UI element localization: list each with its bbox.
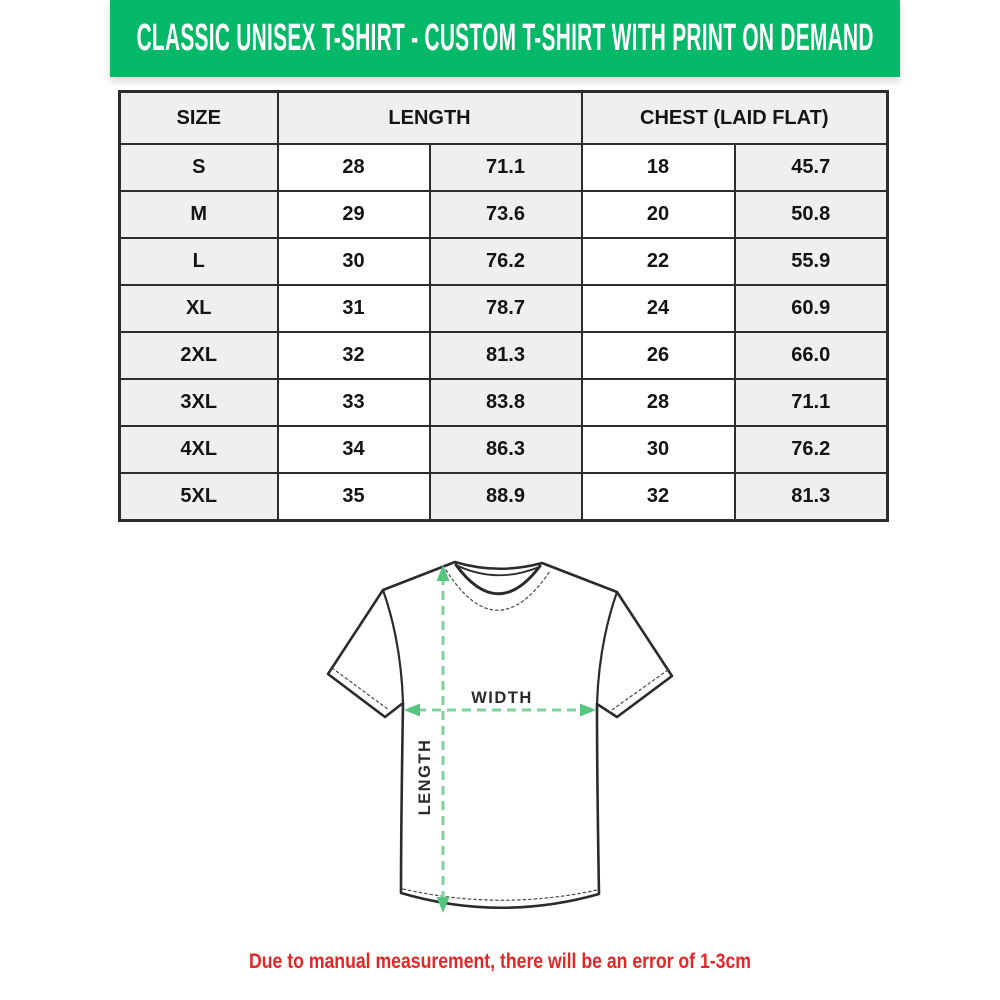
chest-in-cell: 18: [582, 144, 735, 191]
length-in-cell: 32: [278, 332, 430, 379]
size-cell: 4XL: [120, 426, 278, 473]
size-table-body: [120, 144, 888, 521]
length-in-cell: 29: [278, 191, 430, 238]
title-banner: [110, 0, 900, 77]
length-cm-cell: 88.9: [430, 473, 582, 521]
chest-in-cell: 24: [582, 285, 735, 332]
table-row: [120, 144, 888, 191]
length-in-cell: 33: [278, 379, 430, 426]
chest-cm-cell: 81.3: [735, 473, 888, 521]
size-cell: 2XL: [120, 332, 278, 379]
chest-cm-cell: 50.8: [735, 191, 888, 238]
size-table-header: [120, 92, 888, 145]
table-row: [120, 379, 888, 426]
size-cell: M: [120, 191, 278, 238]
chest-cm-cell: 71.1: [735, 379, 888, 426]
width-label: WIDTH: [471, 689, 533, 707]
length-cm-cell: 73.6: [430, 191, 582, 238]
length-label: LENGTH: [416, 738, 434, 816]
length-arrowhead-bottom: [437, 897, 450, 913]
chest-in-cell: 30: [582, 426, 735, 473]
chest-in-cell: 32: [582, 473, 735, 521]
table-row: [120, 238, 888, 285]
size-cell: S: [120, 144, 278, 191]
length-cm-cell: 71.1: [430, 144, 582, 191]
length-cm-cell: 78.7: [430, 285, 582, 332]
chest-cm-cell: 60.9: [735, 285, 888, 332]
size-cell: 3XL: [120, 379, 278, 426]
tshirt-diagram-svg: [300, 540, 700, 940]
col-header-size: SIZE: [120, 92, 278, 145]
length-cm-cell: 86.3: [430, 426, 582, 473]
chest-cm-cell: 76.2: [735, 426, 888, 473]
header-row: [120, 92, 888, 145]
length-in-cell: 30: [278, 238, 430, 285]
chest-cm-cell: 55.9: [735, 238, 888, 285]
length-cm-cell: 83.8: [430, 379, 582, 426]
size-cell: L: [120, 238, 278, 285]
length-in-cell: 31: [278, 285, 430, 332]
chest-cm-cell: 66.0: [735, 332, 888, 379]
tshirt-outline-icon: [328, 562, 672, 908]
table-row: [120, 473, 888, 521]
table-row: [120, 285, 888, 332]
chest-in-cell: 28: [582, 379, 735, 426]
tshirt-measurement-diagram: [300, 540, 700, 940]
size-cell: XL: [120, 285, 278, 332]
chest-cm-cell: 45.7: [735, 144, 888, 191]
length-in-cell: 35: [278, 473, 430, 521]
col-header-chest: CHEST (LAID FLAT): [582, 92, 888, 145]
length-cm-cell: 81.3: [430, 332, 582, 379]
chest-in-cell: 22: [582, 238, 735, 285]
length-cm-cell: 76.2: [430, 238, 582, 285]
chest-in-cell: 26: [582, 332, 735, 379]
page-title: CLASSIC UNISEX T-SHIRT - CUSTOM T-SHIRT WITH PRINT ON DEMAND: [136, 17, 874, 59]
size-cell: 5XL: [120, 473, 278, 521]
table-row: [120, 332, 888, 379]
length-in-cell: 28: [278, 144, 430, 191]
measurement-note: Due to manual measurement, there will be an error of 1-3cm: [249, 950, 751, 973]
chest-in-cell: 20: [582, 191, 735, 238]
table-row: [120, 191, 888, 238]
col-header-length: LENGTH: [278, 92, 582, 145]
length-in-cell: 34: [278, 426, 430, 473]
table-row: [120, 426, 888, 473]
size-table: [118, 90, 889, 522]
